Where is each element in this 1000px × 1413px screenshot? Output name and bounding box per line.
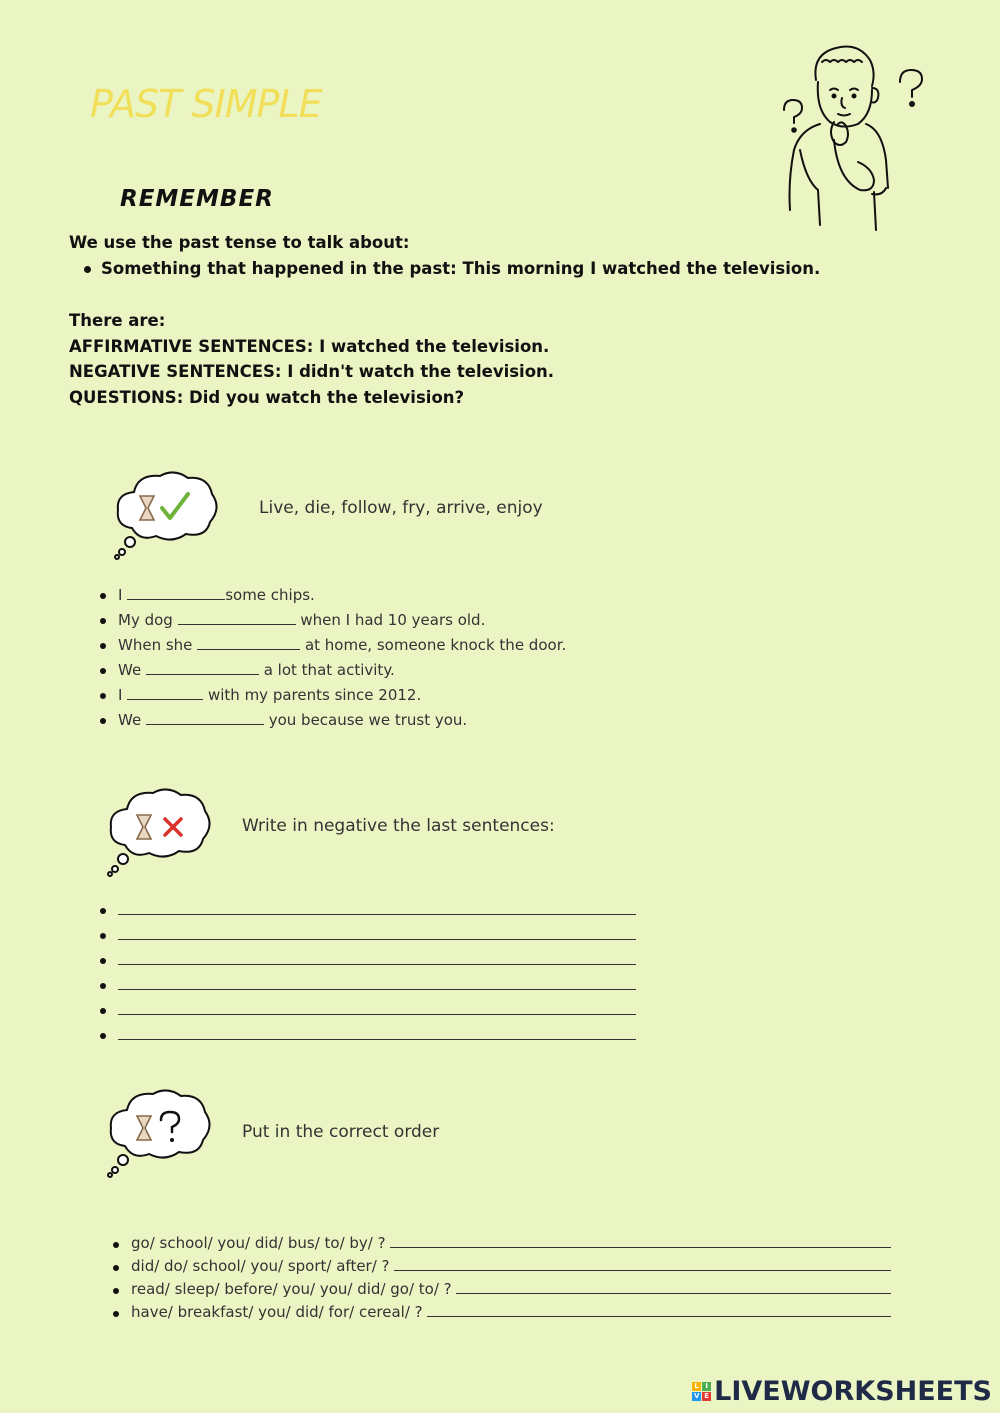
thought-cloud-check-icon (112, 468, 222, 560)
item-text-after: with my parents since 2012. (203, 686, 422, 704)
item-text-before: When she (118, 636, 198, 654)
exercise1-list (100, 583, 566, 733)
scrambled-words: go/ school/ you/ did/ bus/ to/ by/ ? (131, 1234, 386, 1252)
logo-letter: L (692, 1382, 701, 1391)
exercise2-item (100, 973, 636, 998)
fill-blank-input[interactable] (146, 660, 259, 675)
item-text-after: some chips. (225, 586, 315, 604)
answer-line-input[interactable] (118, 925, 636, 940)
thought-cloud-question-icon (105, 1086, 215, 1178)
intro-questions: QUESTIONS: Did you watch the television? (69, 388, 465, 407)
logo-letter: V (693, 1392, 700, 1400)
exercise2-item (100, 923, 636, 948)
liveworksheets-logo-icon (692, 1382, 711, 1401)
answer-line-input[interactable] (118, 1000, 636, 1015)
intro-use-line: We use the past tense to talk about: (69, 233, 410, 252)
exercise3-item (113, 1278, 891, 1301)
scrambled-words: read/ sleep/ before/ you/ you/ did/ go/ to/ ? (131, 1280, 452, 1298)
exercise3-title: Put in the correct order (242, 1122, 440, 1142)
fill-blank-input[interactable] (127, 685, 203, 700)
answer-line-input[interactable] (390, 1233, 891, 1248)
scrambled-words: did/ do/ school/ you/ sport/ after/ ? (131, 1257, 390, 1275)
exercise1-item (100, 683, 566, 708)
exercise2-item (100, 1023, 636, 1048)
fill-blank-input[interactable] (127, 585, 225, 600)
liveworksheets-text: LIVEWORKSHEETS (714, 1376, 992, 1407)
intro-there-are: There are: (69, 311, 166, 330)
exercise2-item (100, 898, 636, 923)
exercise3-item (113, 1232, 891, 1255)
exercise2-title: Write in negative the last sentences: (242, 816, 555, 836)
exercise3-item (113, 1255, 891, 1278)
item-text-after: at home, someone knock the door. (300, 636, 567, 654)
answer-line-input[interactable] (118, 950, 636, 965)
item-text-before: We (118, 661, 146, 679)
thought-cloud-cross-icon (105, 785, 215, 877)
remember-heading: REMEMBER (120, 186, 274, 212)
intro-use-bullet (84, 259, 820, 278)
answer-line-input[interactable] (456, 1279, 891, 1294)
fill-blank-input[interactable] (146, 710, 264, 725)
answer-line-input[interactable] (394, 1256, 891, 1271)
answer-line-input[interactable] (118, 1025, 636, 1040)
exercise3-item (113, 1301, 891, 1324)
intro-affirmative: AFFIRMATIVE SENTENCES: I watched the television. (69, 337, 550, 356)
exercise1-item (100, 583, 566, 608)
page-title: PAST SIMPLE (90, 82, 322, 126)
intro-negative: NEGATIVE SENTENCES: I didn't watch the television. (69, 362, 555, 381)
fill-blank-input[interactable] (178, 610, 296, 625)
item-text-after: you because we trust you. (263, 711, 468, 729)
bullet-icon (84, 266, 91, 273)
answer-line-input[interactable] (118, 975, 636, 990)
exercise2-item (100, 948, 636, 973)
item-text-after: a lot that activity. (258, 661, 395, 679)
fill-blank-input[interactable] (197, 635, 300, 650)
logo-letter: E (702, 1392, 711, 1401)
item-text-before: My dog (118, 611, 178, 629)
exercise1-item (100, 708, 566, 733)
intro-use-bullet-text: Something that happened in the past: This morning I watched the television. (101, 259, 821, 278)
thinking-person-illustration (778, 40, 928, 235)
exercise1-item (100, 658, 566, 683)
answer-line-input[interactable] (427, 1302, 891, 1317)
exercise2-item (100, 998, 636, 1023)
answer-line-input[interactable] (118, 900, 636, 915)
scrambled-words: have/ breakfast/ you/ did/ for/ cereal/ ? (131, 1303, 423, 1321)
logo-letter: I (702, 1382, 711, 1391)
exercise1-title: Live, die, follow, fry, arrive, enjoy (259, 498, 543, 518)
item-text-before: We (118, 711, 146, 729)
liveworksheets-brand (692, 1376, 992, 1407)
item-text-before: I (118, 586, 128, 604)
exercise2-list (100, 898, 636, 1048)
exercise3-list (113, 1232, 891, 1324)
exercise1-item (100, 633, 566, 658)
item-text-after: when I had 10 years old. (295, 611, 486, 629)
exercise1-item (100, 608, 566, 633)
item-text-before: I (118, 686, 128, 704)
